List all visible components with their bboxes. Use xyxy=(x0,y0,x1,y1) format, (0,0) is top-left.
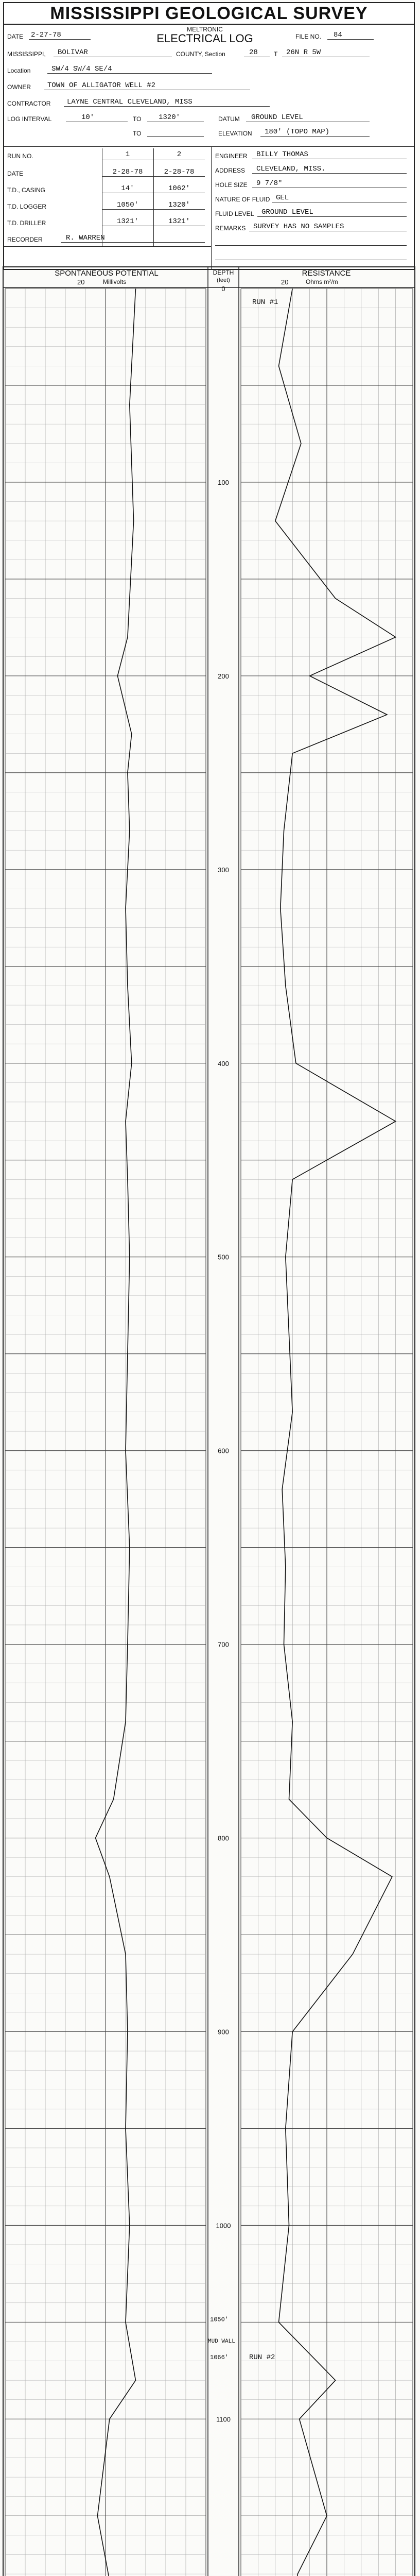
depth-tick-label: 700 xyxy=(218,1640,229,1649)
state-label: MISSISSIPPI, xyxy=(7,50,46,58)
mud-wall-label: MUD WALL xyxy=(208,2338,235,2345)
fluid-level-label: FLUID LEVEL xyxy=(215,210,254,217)
res-title: RESISTANCE xyxy=(302,269,351,278)
interval-label: LOG INTERVAL xyxy=(7,115,52,123)
run2: 2 xyxy=(177,150,182,159)
depth-unit: (feet) xyxy=(217,277,230,283)
engineer-value: BILLY THOMAS xyxy=(256,150,308,159)
datum-label: DATUM xyxy=(218,115,240,123)
brand: MELTRONIC xyxy=(187,26,223,33)
resistance-curve xyxy=(275,289,396,2576)
location-value: SW/4 SW/4 SE/4 xyxy=(51,65,112,73)
casing2: 1062' xyxy=(168,184,190,193)
datum-value: GROUND LEVEL xyxy=(251,113,303,122)
casing-label: T.D., CASING xyxy=(7,187,46,194)
res-unit: Ohms m²/m xyxy=(306,278,338,285)
interval-from: 10' xyxy=(81,113,95,122)
sp-title: SPONTANEOUS POTENTIAL xyxy=(55,269,159,278)
interval-to: 1320' xyxy=(159,113,181,122)
logger2: 1320' xyxy=(168,201,190,209)
depth-tick-label: 1000 xyxy=(216,2222,231,2230)
remarks-value: SURVEY HAS NO SAMPLES xyxy=(253,223,344,231)
county-value: BOLIVAR xyxy=(58,48,88,57)
run-date2: 2-28-78 xyxy=(164,168,195,176)
fluid-label: NATURE OF FLUID xyxy=(215,196,270,203)
owner-label: OWNER xyxy=(7,83,31,91)
address-label: ADDRESS xyxy=(215,167,246,174)
depth-title: DEPTH xyxy=(213,269,234,276)
depth-tick-label: 900 xyxy=(218,2028,229,2036)
driller1: 1321' xyxy=(116,217,138,226)
depth-tick-label: 400 xyxy=(218,1059,229,1067)
interval-to-label: TO xyxy=(133,115,142,123)
log-date: 2-27-78 xyxy=(31,31,61,39)
section-value: 28 xyxy=(249,48,258,57)
address-value: CLEVELAND, MISS. xyxy=(256,165,326,173)
depth-tick-label: 0 xyxy=(221,285,225,293)
hole-size-label: HOLE SIZE xyxy=(215,181,248,189)
contractor-label: CONTRACTOR xyxy=(7,100,51,107)
res-scale: 20 xyxy=(281,278,289,286)
run-date-label: DATE xyxy=(7,170,24,177)
elevation-label: ELEVATION xyxy=(218,130,252,137)
depth-tick-label: 1100 xyxy=(216,2415,231,2424)
run-date1: 2-28-78 xyxy=(112,168,143,176)
sp-scale: 20 xyxy=(77,278,85,286)
run-no-label: RUN NO. xyxy=(7,152,33,160)
owner-value: TOWN OF ALLIGATOR WELL #2 xyxy=(47,81,156,90)
depth-tick-label: 300 xyxy=(218,866,229,874)
recorder-label: RECORDER xyxy=(7,236,43,243)
county-label: COUNTY, Section xyxy=(176,50,225,58)
depth-tick-label: 200 xyxy=(218,672,229,680)
fluid-value: GEL xyxy=(276,194,289,202)
td-run1-label: 1050' xyxy=(210,2316,229,2324)
driller-label: T.D. DRILLER xyxy=(7,219,46,227)
logger1: 1050' xyxy=(116,201,138,209)
depth-tick-label: 600 xyxy=(218,1447,229,1455)
elevation-value: 180' (TOPO MAP) xyxy=(265,128,330,136)
run2-label: RUN #2 xyxy=(249,2353,275,2362)
log-type: ELECTRICAL LOG xyxy=(156,32,253,45)
recorder-value: R. WARREN xyxy=(66,234,105,242)
engineer-label: ENGINEER xyxy=(215,152,248,160)
casing1: 14' xyxy=(121,184,134,193)
file-number: 84 xyxy=(334,31,342,39)
fluid-level-value: GROUND LEVEL xyxy=(261,208,313,216)
run1: 1 xyxy=(125,150,130,159)
depth-tick-label: 800 xyxy=(218,1834,229,1842)
depth-tick-label: 500 xyxy=(218,1253,229,1261)
logger-label: T.D. LOGGER xyxy=(7,203,47,210)
survey-title: MISSISSIPPI GEOLOGICAL SURVEY xyxy=(4,3,414,25)
contractor-value: LAYNE CENTRAL CLEVELAND, MISS xyxy=(67,98,192,106)
driller2: 1321' xyxy=(168,217,190,226)
hole-size-value: 9 7/8" xyxy=(256,179,283,188)
sp-curve xyxy=(90,289,136,2576)
run1-label: RUN #1 xyxy=(252,298,278,307)
date-label: DATE xyxy=(7,33,24,40)
casing-depth-label: 1066' xyxy=(210,2354,229,2362)
location-label: Location xyxy=(7,67,31,74)
depth-tick-label: 100 xyxy=(218,478,229,486)
township-range: 26N R 5W xyxy=(286,48,321,57)
sp-unit: Millivolts xyxy=(103,278,127,285)
remarks-label: REMARKS xyxy=(215,225,246,232)
to-label: TO xyxy=(133,130,142,137)
township-label: T xyxy=(274,50,278,58)
file-label: FILE NO. xyxy=(295,33,322,40)
